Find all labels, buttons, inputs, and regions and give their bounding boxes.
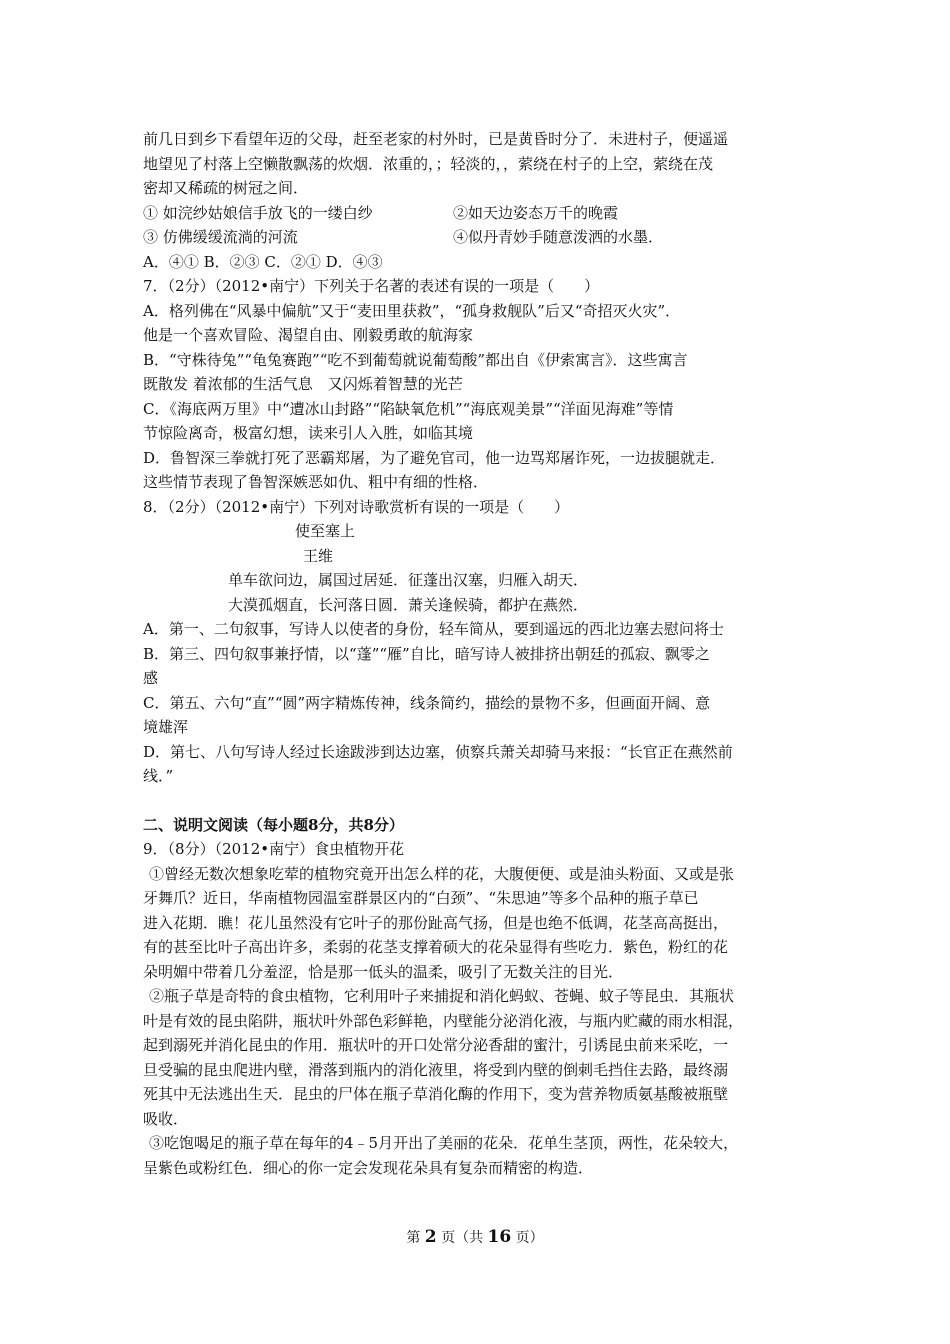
option-1: ① 如浣纱姑娘信手放飞的一缕白纱 bbox=[143, 203, 373, 222]
question-8-stem: 8．（2分）（2012•南宁）下列对诗歌赏析有误的一项是（ ） bbox=[143, 497, 570, 516]
section-gap bbox=[143, 789, 811, 813]
paragraph-1-line: ①曾经无数次想象吃荤的植物究竟开出怎么样的花，大腹便便、或是油头粉面、又或是张 bbox=[149, 864, 735, 883]
section-heading: 二、说明文阅读（每小题8分，共8分） bbox=[143, 815, 404, 834]
poem-line: 单车欲问边，属国过居延．征蓬出汉塞，归雁入胡天． bbox=[228, 571, 589, 589]
option-2: ②如天边姿态万千的晚霞 bbox=[453, 203, 619, 222]
answer-choices: A．④① B．②③ C．②① D．④③ bbox=[143, 252, 383, 271]
paragraph-1-line: 牙舞爪？近日，华南植物园温室群景区内的“白颈”、“朱思迪”等多个品种的瓶子草已 bbox=[143, 889, 699, 907]
question-7-line: 既散发 着浓郁的生活气息 又闪烁着智慧的光芒 bbox=[143, 375, 463, 393]
question-7-line: B．“守株待兔”“龟兔赛跑”“吃不到葡萄就说葡萄酸”都出自《伊索寓言》．这些寓言 bbox=[143, 350, 688, 369]
poem-line: 大漠孤烟直，长河落日圆．萧关逢候骑，都护在燕然． bbox=[228, 595, 589, 614]
question-8-line: 线．” bbox=[143, 767, 174, 785]
paragraph-2-line: 吸收． bbox=[143, 1109, 189, 1128]
passage-line: 前几日到乡下看望年迈的父母，赶至老家的村外时，已是黄昏时分了．未进村子，便遥遥 bbox=[143, 130, 729, 148]
page-content bbox=[143, 127, 811, 1180]
page-footer bbox=[0, 1227, 950, 1248]
footer-page-number: 2 bbox=[424, 1227, 437, 1247]
footer-total-pages: 16 bbox=[487, 1227, 512, 1247]
passage-line: 密却又稀疏的树冠之间． bbox=[143, 179, 309, 197]
footer-suffix: 页） bbox=[515, 1230, 544, 1246]
question-8-line: 境雄浑 bbox=[143, 718, 189, 736]
option-3: ③ 仿佛缓缓流淌的河流 bbox=[143, 228, 298, 246]
paragraph-3-line: ③吃饱喝足的瓶子草在每年的4﹣5月开出了美丽的花朵．花单生茎顶，两性，花朵较大， bbox=[149, 1134, 739, 1152]
options-row bbox=[143, 201, 811, 226]
question-7-line: 他是一个喜欢冒险、渴望自由、刚毅勇敢的航海家 bbox=[143, 326, 474, 344]
question-7-line: C．《海底两万里》中“遭冰山封路”“陷缺氧危机”“海底观美景”“洋面见海难”等情 bbox=[143, 399, 674, 418]
question-8-line: B．第三、四句叙事兼抒情，以“蓬”“雁”自比，暗写诗人被排挤出朝廷的孤寂、飘零之 bbox=[143, 644, 710, 663]
options-row bbox=[143, 225, 811, 250]
paragraph-1-line: 进入花期．瞧！花儿虽然没有它叶子的那份趾高气扬，但是也绝不低调，花茎高高挺出， bbox=[143, 913, 729, 932]
paragraph-2-line: 起到溺死并消化昆虫的作用．瓶状叶的开口处常分泌香甜的蜜汁，引诱昆虫前来采吃，一 bbox=[143, 1036, 729, 1054]
question-8-line: A．第一、二句叙事，写诗人以使者的身份，轻车简从，要到遥远的西北边塞去慰问将士 bbox=[143, 620, 724, 638]
footer-middle: 页（共 bbox=[441, 1230, 484, 1246]
passage-line: 地望见了村落上空懒散飘荡的炊烟．浓重的，；轻淡的，，萦绕在村子的上空，萦绕在茂 bbox=[143, 154, 714, 173]
paragraph-2-line: 死其中无法逃出生天．昆虫的尸体在瓶子草消化酶的作用下，变为营养物质氨基酸被瓶壁 bbox=[143, 1085, 729, 1103]
paragraph-1-line: 有的甚至比叶子高出许多，柔弱的花茎支撑着硕大的花朵显得有些吃力．紫色，粉红的花 bbox=[143, 938, 729, 956]
paragraph-3-line: 呈紫色或粉红色．细心的你一定会发现花朵具有复杂而精密的构造． bbox=[143, 1158, 594, 1177]
paragraph-2-line: 叶是有效的昆虫陷阱，瓶状叶外部色彩鲜艳，内壁能分泌消化液，与瓶内贮藏的雨水相混， bbox=[143, 1011, 744, 1030]
question-7-line: 节惊险离奇，极富幻想，读来引人入胜，如临其境 bbox=[143, 424, 474, 442]
paragraph-2-line: 旦受骗的昆虫爬进内壁，滑落到瓶内的消化液里，将受到内壁的倒刺毛挡住去路，最终溺 bbox=[143, 1060, 729, 1079]
option-4: ④似丹青妙手随意泼洒的水墨． bbox=[453, 228, 664, 246]
paragraph-2-line: ②瓶子草是奇特的食虫植物，它利用叶子来捕捉和消化蚂蚁、苍蝇、蚊子等昆虫．其瓶状 bbox=[149, 987, 735, 1005]
poem-author: 王维 bbox=[303, 546, 334, 565]
question-7-line: 这些情节表现了鲁智深嫉恶如仇、粗中有细的性格． bbox=[143, 473, 489, 491]
paragraph-1-line: 朵明媚中带着几分羞涩，恰是那一低头的温柔，吸引了无数关注的目光． bbox=[143, 962, 624, 981]
question-7-line: D．鲁智深三拳就打死了恶霸郑屠，为了避免官司，他一边骂郑屠诈死，一边拔腿就走． bbox=[143, 448, 726, 467]
question-7-stem: 7．（2分）（2012•南宁）下列关于名著的表述有误的一项是（ ） bbox=[143, 277, 600, 295]
question-9-stem: 9．（8分）（2012•南宁）食虫植物开花 bbox=[143, 840, 405, 858]
footer-prefix: 第 bbox=[406, 1230, 421, 1246]
question-7-line: A．格列佛在“风暴中偏航”又于“麦田里获救”，“孤身救舰队”后又“奇招灭火灾”． bbox=[143, 301, 681, 320]
poem-title: 使至塞上 bbox=[295, 522, 356, 540]
question-8-line: 感 bbox=[143, 669, 159, 687]
question-8-line: D．第七、八句写诗人经过长途跋涉到达边塞，侦察兵萧关却骑马来报：“长官正在燕然前 bbox=[143, 742, 733, 761]
question-8-line: C．第五、六句“直”“圆”两字精炼传神，线条简约，描绘的景物不多，但画面开阔、意 bbox=[143, 693, 711, 712]
